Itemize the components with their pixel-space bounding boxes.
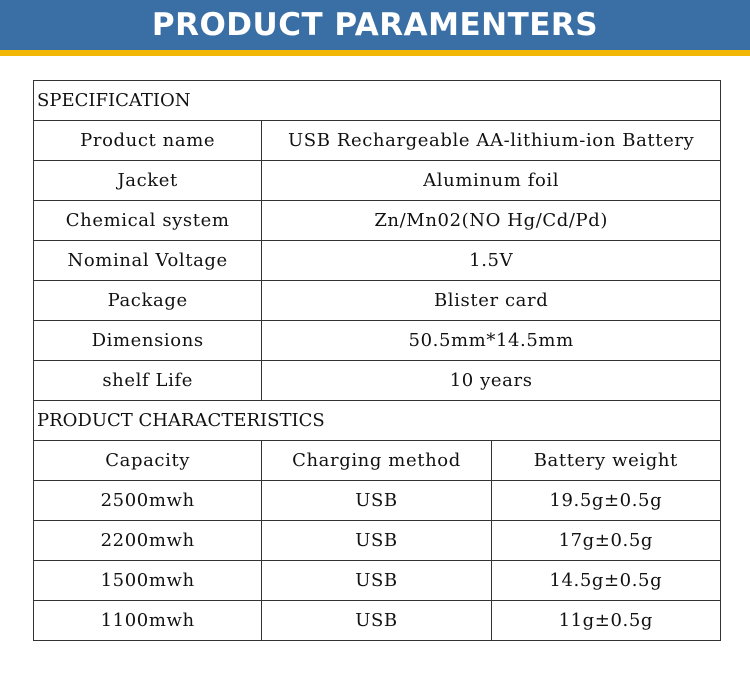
battery-weight-cell: 14.5g±0.5g xyxy=(491,561,720,601)
title-banner xyxy=(0,0,750,50)
page-title: PRODUCT PARAMENTERS xyxy=(151,7,599,43)
column-header-capacity: Capacity xyxy=(34,441,262,481)
battery-weight-cell: 17g±0.5g xyxy=(491,521,720,561)
characteristics-header-row xyxy=(34,441,721,481)
characteristics-heading: PRODUCT CHARACTERISTICS xyxy=(34,401,721,441)
charging-method-cell: USB xyxy=(262,561,491,601)
table-row xyxy=(34,561,721,601)
charging-method-cell: USB xyxy=(262,601,491,641)
table-row xyxy=(34,281,721,321)
charging-method-cell: USB xyxy=(262,481,491,521)
table-row xyxy=(34,241,721,281)
table-row xyxy=(34,601,721,641)
spec-value: Aluminum foil xyxy=(262,161,721,201)
spec-label: Product name xyxy=(34,121,262,161)
column-header-battery-weight: Battery weight xyxy=(491,441,720,481)
table-row xyxy=(34,321,721,361)
spec-table xyxy=(33,80,721,641)
charging-method-cell: USB xyxy=(262,521,491,561)
table-row xyxy=(34,201,721,241)
capacity-cell: 1500mwh xyxy=(34,561,262,601)
spec-value: Blister card xyxy=(262,281,721,321)
table-row xyxy=(34,481,721,521)
spec-value: 10 years xyxy=(262,361,721,401)
column-header-charging-method: Charging method xyxy=(262,441,491,481)
spec-label: Package xyxy=(34,281,262,321)
spec-label: Jacket xyxy=(34,161,262,201)
spec-heading: SPECIFICATION xyxy=(34,81,721,121)
accent-stripe xyxy=(0,50,750,56)
characteristics-heading-row xyxy=(34,401,721,441)
table-row xyxy=(34,521,721,561)
battery-weight-cell: 11g±0.5g xyxy=(491,601,720,641)
capacity-cell: 2200mwh xyxy=(34,521,262,561)
spec-heading-row xyxy=(34,81,721,121)
table-row xyxy=(34,361,721,401)
table-row xyxy=(34,161,721,201)
spec-value: 50.5mm*14.5mm xyxy=(262,321,721,361)
capacity-cell: 2500mwh xyxy=(34,481,262,521)
spec-label: Nominal Voltage xyxy=(34,241,262,281)
spec-label: Dimensions xyxy=(34,321,262,361)
spec-value: Zn/Mn02(NO Hg/Cd/Pd) xyxy=(262,201,721,241)
spec-label: Chemical system xyxy=(34,201,262,241)
table-row xyxy=(34,121,721,161)
spec-value: USB Rechargeable AA-lithium-ion Battery xyxy=(262,121,721,161)
spec-label: shelf Life xyxy=(34,361,262,401)
spec-value: 1.5V xyxy=(262,241,721,281)
battery-weight-cell: 19.5g±0.5g xyxy=(491,481,720,521)
capacity-cell: 1100mwh xyxy=(34,601,262,641)
